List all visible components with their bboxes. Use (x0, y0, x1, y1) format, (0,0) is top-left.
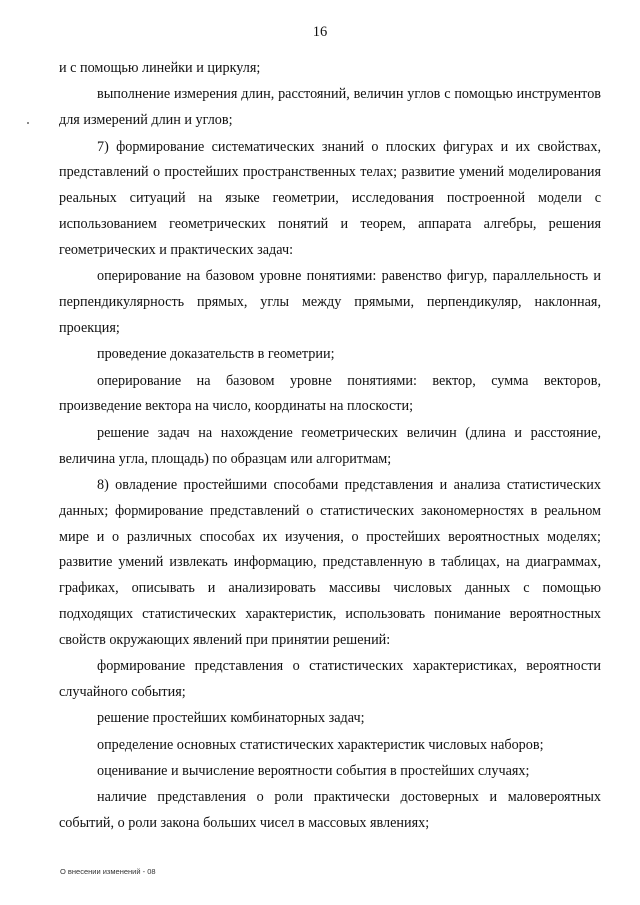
paragraph-10: решение простейших комбинаторных задач; (97, 710, 365, 727)
document-body (59, 56, 601, 838)
paragraph-3: 7) формирование систематических знаний о плоских фигурах и их свойствах, представлений о простейших пространственных телах; развитие умений моделирования реальных ситуаций на языке геометрии, исследования построенной модели с использованием геометрических понятий и теорем, аппарата алгебры, решения геометрических и практических задач: (59, 138, 601, 258)
paragraph-4: оперирование на базовом уровне понятиями: равенство фигур, параллельность и перпендикулярность прямых, углы между прямыми, перпендикуляр, наклонная, проекция; (59, 268, 601, 336)
page-number: 16 (312, 24, 328, 40)
paragraph-2: выполнение измерения длин, расстояний, величин углов с помощью инструментов для измерений длин и углов; (59, 86, 601, 129)
paragraph-12: оценивание и вычисление вероятности события в простейших случаях; (97, 763, 530, 780)
paragraph-6: оперирование на базовом уровне понятиями: вектор, сумма векторов, произведение вектора на число, координаты на плоскости; (59, 372, 601, 415)
paragraph-7: решение задач на нахождение геометрических величин (длина и расстояние, величина угла, площадь) по образцам или алгоритмам; (59, 424, 601, 467)
paragraph-5: проведение доказательств в геометрии; (97, 346, 335, 363)
footer-note: О внесении изменений - 08 (60, 867, 156, 876)
margin-mark (27, 122, 29, 124)
paragraph-11: определение основных статистических характеристик числовых наборов; (97, 736, 544, 753)
paragraph-8: 8) овладение простейшими способами представления и анализа статистических данных; формирование представлений о статистических закономерностях в реальном мире и о различных способах их изучения, о простейших вероятностных моделях; развитие умений извлекать информацию, представленную в таблицах, на диаграммах, графиках, описывать и анализировать массивы числовых данных с помощью подходящих статистических характеристик, использовать понимание вероятностных свойств окружающих явлений при принятии решений: (59, 476, 601, 648)
paragraph-1: и с помощью линейки и циркуля; (59, 60, 261, 76)
paragraph-13: наличие представления о роли практически достоверных и маловероятных событий, о роли закона больших чисел в массовых явлениях; (59, 789, 601, 832)
paragraph-9: формирование представления о статистических характеристиках, вероятности случайного события; (59, 658, 601, 700)
